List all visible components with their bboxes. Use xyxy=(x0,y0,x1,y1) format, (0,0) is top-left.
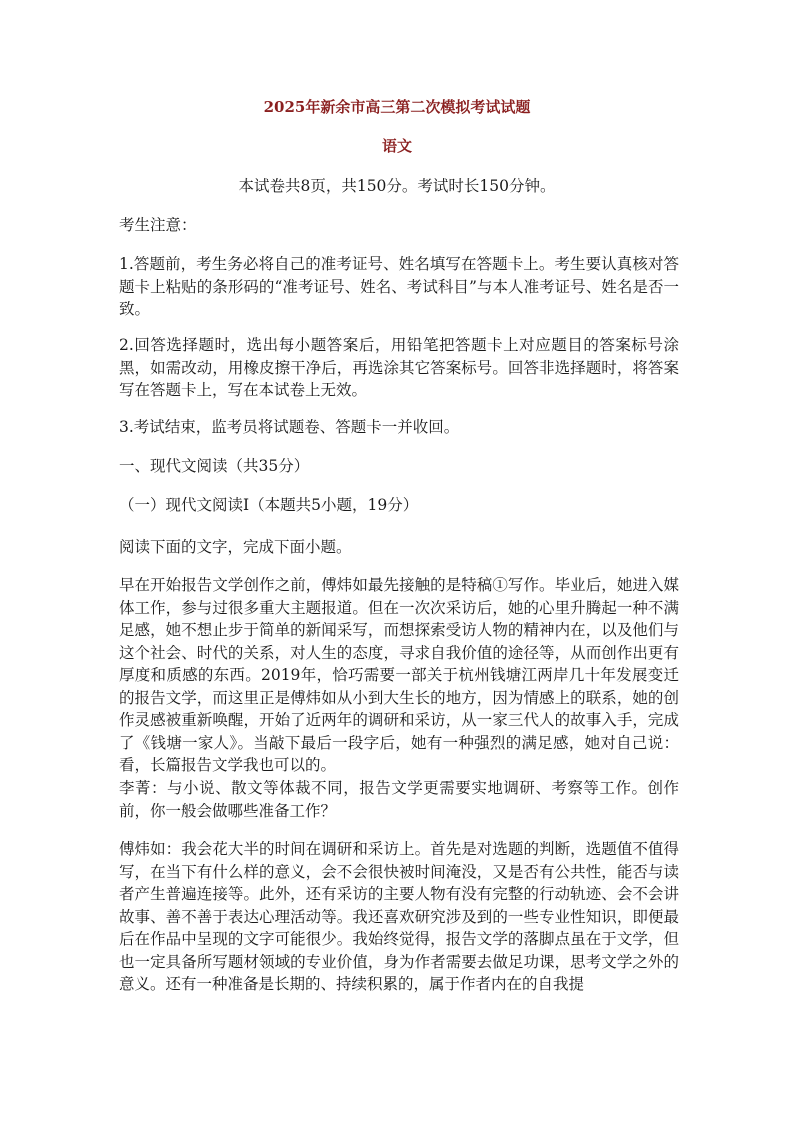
subject-heading: 语文 xyxy=(381,137,412,155)
section-heading: 一、现代文阅读（共35分） xyxy=(119,457,310,475)
passage-paragraph-1: 早在开始报告文学创作之前，傅炜如最先接触的是特稿①写作。毕业后，她进入媒体工作，参与过很多重大主题报道。但在一次次采访后，她的心里升腾起一种不满足感，她不想止步于简单的新闻采写，而想探索受访人物的精神内在，以及他们与这个社会、时代的关系，对人生的态度，寻求自我价值的途径等，从而创作出更有厚度和质感的东西。2019年，恰巧需要一部关于杭州钱塘江两岸几十年发展变迁的报告文学，而这里正是傅炜如从小到大生长的地方，因为情感上的联系，她的创作灵感被重新唤醒，开始了近两年的调研和采访，从一家三代人的故事入手，完成了《钱塘一家人》。当敲下最后一段字后，她有一种强烈的满足感，她对自己说：看，长篇报告文学我也可以的。 xyxy=(119,576,679,774)
exam-info: 本试卷共8页，共150分。考试时长150分钟。 xyxy=(238,177,556,195)
notice-item-2: 2.回答选择题时，选出每小题答案后，用铅笔把答题卡上对应题目的答案标号涂黑，如需改动，用橡皮擦干净后，再选涂其它答案标号。回答非选择题时，将答案写在答题卡上，写在本试卷上无效。 xyxy=(119,336,679,399)
passage-paragraph-3: 傅炜如：我会花大半的时间在调研和采访上。首先是对选题的判断，选题值不值得写，在当下有什么样的意义，会不会很快被时间淹没，又是否有公共性，能否与读者产生普遍连接等。此外，还有采访的主要人物有没有完整的行动轨迹、会不会讲故事、善不善于表达心理活动等。我还喜欢研究涉及到的一些专业性知识，即便最后在作品中呈现的文字可能很少。我始终觉得，报告文学的落脚点虽在于文学，但也一定具备所写题材领域的专业价值，身为作者需要去做足功课，思考文学之外的意义。还有一种准备是长期的、持续积累的，属于作者内在的自我提 xyxy=(119,840,679,993)
passage-paragraph-2: 李菁：与小说、散文等体裁不同，报告文学更需要实地调研、考察等工作。创作前，你一般会做哪些准备工作？ xyxy=(119,779,679,820)
subsection-heading: （一）现代文阅读Ⅰ（本题共5小题，19分） xyxy=(119,496,419,514)
notice-item-1: 1.答题前，考生务必将自己的准考证号、姓名填写在答题卡上。考生要认真核对答题卡上粘贴的条形码的“准考证号、姓名、考试科目”与本人准考证号、姓名是否一致。 xyxy=(119,255,679,318)
reading-instruction: 阅读下面的文字，完成下面小题。 xyxy=(119,538,352,556)
exam-title: 2025年新余市高三第二次模拟考试试题 xyxy=(263,98,531,116)
notice-item-3: 3.考试结束，监考员将试题卷、答题卡一并收回。 xyxy=(119,418,460,436)
notice-heading: 考生注意： xyxy=(119,216,197,234)
